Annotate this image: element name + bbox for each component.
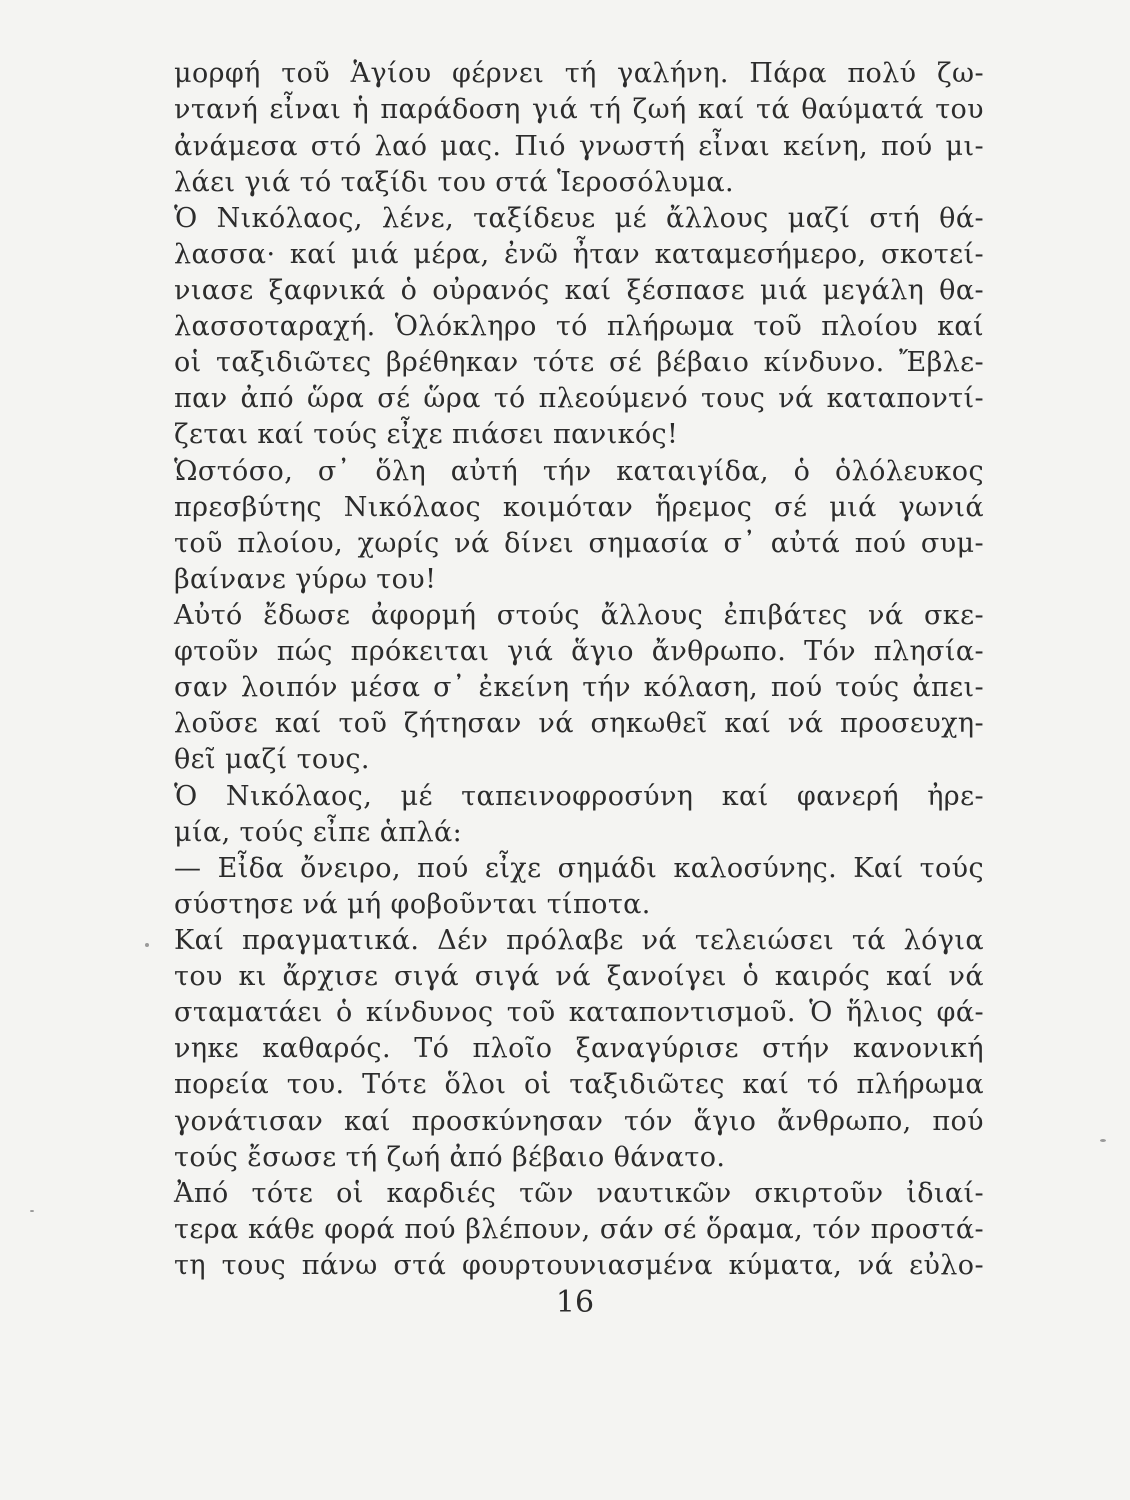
text-line: λασσοταραχή. Ὁλόκληρο τό πλήρωμα τοῦ πλοίου καί (174, 311, 984, 342)
text-line: βαίνανε γύρω του! (174, 564, 437, 595)
paper-speck (1100, 1139, 1106, 1142)
text-line: σταματάει ὁ κίνδυνος τοῦ καταποντισμοῦ. Ὁ ἥλιος φά- (174, 997, 984, 1028)
page-number: 16 (555, 1285, 595, 1320)
text-line: λάει γιά τό ταξίδι του στά Ἱεροσόλυμα. (174, 167, 734, 198)
text-line: Ἀπό τότε οἱ καρδιές τῶν ναυτικῶν σκιρτοῦν ἰδιαί- (174, 1178, 984, 1209)
text-line: του κι ἄρχισε σιγά σιγά νά ξανοίγει ὁ καιρός καί νά (174, 961, 984, 992)
paper-speck (145, 943, 149, 947)
text-line: ἀνάμεσα στό λαό μας. Πιό γνωστή εἶναι κείνη, πού μι- (174, 131, 984, 162)
text-line: νιασε ξαφνικά ὁ οὐρανός καί ξέσπασε μιά μεγάλη θα- (174, 275, 984, 306)
text-line: ντανή εἶναι ἡ παράδοση γιά τή ζωή καί τά θαύματά του (174, 94, 984, 125)
text-line: τοῦ πλοίου, χωρίς νά δίνει σημασία σ᾽ αὐτά πού συμ- (174, 528, 984, 559)
text-line: παν ἀπό ὥρα σέ ὥρα τό πλεούμενό τους νά καταποντί- (174, 383, 984, 414)
text-line: Ὁ Νικόλαος, μέ ταπεινοφροσύνη καί φανερή ἠρε- (174, 781, 984, 812)
text-line: λοῦσε καί τοῦ ζήτησαν νά σηκωθεῖ καί νά προσευχη- (174, 708, 984, 739)
text-line: τερα κάθε φορά πού βλέπουν, σάν σέ ὅραμα, τόν προστά- (174, 1214, 984, 1245)
text-line: Ὁ Νικόλαος, λένε, ταξίδευε μέ ἄλλους μαζί στή θά- (174, 203, 984, 234)
text-line: σαν λοιπόν μέσα σ᾽ ἐκείνη τήν κόλαση, πού τούς ἀπει- (174, 672, 984, 703)
text-line: γονάτισαν καί προσκύνησαν τόν ἅγιο ἄνθρωπο, πού (174, 1106, 984, 1137)
text-line: λασσα· καί μιά μέρα, ἐνῶ ἦταν καταμεσήμερο, σκοτεί- (174, 239, 984, 270)
text-line: μορφή τοῦ Ἁγίου φέρνει τή γαλήνη. Πάρα πολύ ζω- (174, 58, 984, 89)
text-line: Αὐτό ἔδωσε ἀφορμή στούς ἄλλους ἐπιβάτες νά σκε- (174, 600, 984, 631)
text-line: οἱ ταξιδιῶτες βρέθηκαν τότε σέ βέβαιο κίνδυνο. Ἔβλε- (174, 347, 984, 378)
text-line: τούς ἔσωσε τή ζωή ἀπό βέβαιο θάνατο. (174, 1142, 726, 1173)
text-line: πορεία του. Τότε ὅλοι οἱ ταξιδιῶτες καί τό πλήρωμα (174, 1069, 984, 1100)
text-line: τη τους πάνω στά φουρτουνιασμένα κύματα, νά εὐλο- (174, 1250, 984, 1281)
text-line: — Εἶδα ὄνειρο, πού εἶχε σημάδι καλοσύνης. Καί τούς (174, 853, 984, 884)
text-line: φτοῦν πώς πρόκειται γιά ἅγιο ἄνθρωπο. Τόν πλησία- (174, 636, 984, 667)
text-line: σύστησε νά μή φοβοῦνται τίποτα. (174, 889, 651, 920)
text-line: θεῖ μαζί τους. (174, 744, 370, 775)
text-line: ζεται καί τούς εἶχε πιάσει πανικός! (174, 419, 679, 450)
text-line: Ὡστόσο, σ᾽ ὅλη αὐτή τήν καταιγίδα, ὁ ὁλόλευκος (174, 456, 984, 487)
text-line: μία, τούς εἶπε ἁπλά: (174, 817, 463, 848)
text-line: πρεσβύτης Νικόλαος κοιμόταν ἥρεμος σέ μιά γωνιά (174, 492, 984, 523)
paper-speck (30, 1210, 34, 1212)
text-line: Καί πραγματικά. Δέν πρόλαβε νά τελειώσει τά λόγια (174, 925, 984, 956)
text-line: νηκε καθαρός. Τό πλοῖο ξαναγύρισε στήν κανονική (174, 1033, 984, 1064)
